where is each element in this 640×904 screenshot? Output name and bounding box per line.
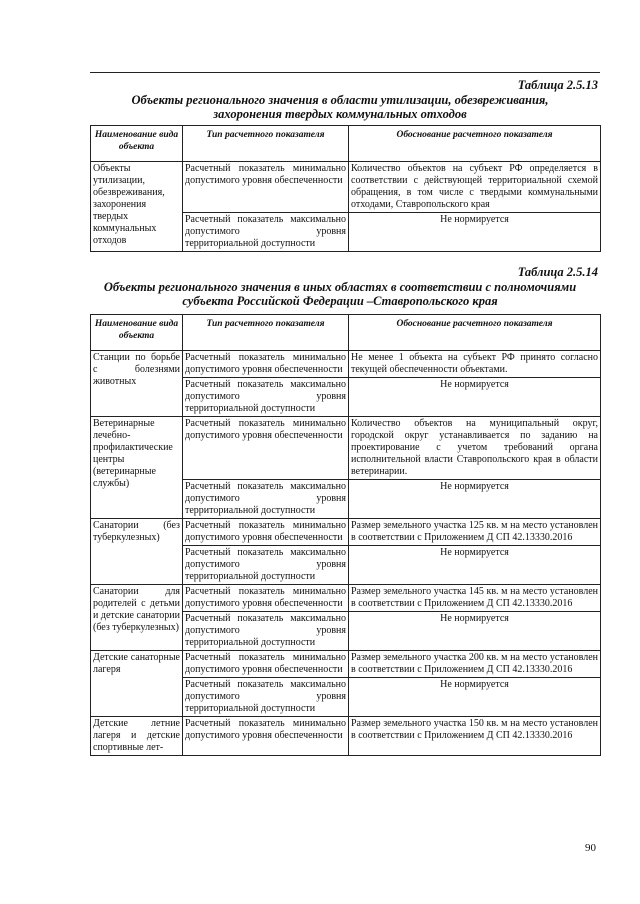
- table-row: [91, 351, 601, 378]
- indicator-basis: Не нормируется: [349, 480, 601, 519]
- table2-header-type: Тип расчетного показателя: [183, 315, 349, 351]
- table1-title-line1: Объекты регионального значения в области утилизации, обезвреживания,: [131, 93, 549, 107]
- table2-title-line1: Объекты регионального значения в иных областях в соответствии с полномочиями: [103, 280, 577, 294]
- indicator-basis: Размер земельного участка 200 кв. м на место установлен в соответствии с Приложением Д СП 42.13330.2016: [349, 651, 601, 678]
- table1-header-basis: Обоснование расчетного показателя: [349, 126, 601, 162]
- table2-header-object: Наименование вида объекта: [91, 315, 183, 351]
- table1: [90, 125, 601, 252]
- indicator-basis: Не нормируется: [349, 546, 601, 585]
- table2-title: [80, 280, 600, 308]
- indicator-type: Расчетный показатель минимально допустимого уровня обеспеченности: [183, 519, 349, 546]
- indicator-basis: Не нормируется: [349, 213, 601, 252]
- indicator-basis: Размер земельного участка 125 кв. м на место установлен в соответствии с Приложением Д СП 42.13330.2016: [349, 519, 601, 546]
- object-name: Детские санаторные лагеря: [91, 651, 183, 717]
- object-name: Станции по борьбе с болезнями животных: [91, 351, 183, 417]
- object-name: Детские летние лагеря и детские спортивные лет-: [91, 717, 183, 756]
- indicator-basis: Размер земельного участка 150 кв. м на место установлен в соответствии с Приложением Д СП 42.13330.2016: [349, 717, 601, 756]
- indicator-basis: Не менее 1 объекта на субъект РФ принято согласно текущей обеспеченности объектами.: [349, 351, 601, 378]
- object-name: Объекты утилизации, обезвреживания, захоронения твердых коммунальных отходов: [91, 162, 183, 252]
- table-row: [91, 519, 601, 546]
- indicator-basis: Количество объектов на субъект РФ определяется в соответствии с действующей территориальной схемой обращения, в том числе с твердыми коммунальными отходами, Ставропольского края: [349, 162, 601, 213]
- table2-title-line2: субъекта Российской Федерации –Ставропольского края: [182, 294, 498, 308]
- indicator-type: Расчетный показатель максимально допустимого уровня территориальной доступности: [183, 378, 349, 417]
- object-name: Санатории для родителей с детьми и детские санатории (без туберкулезных): [91, 585, 183, 651]
- indicator-type: Расчетный показатель минимально допустимого уровня обеспеченности: [183, 651, 349, 678]
- table-row: [91, 162, 601, 213]
- table1-title: [80, 93, 600, 121]
- object-name: Ветеринарные лечебно-профилактические центры (ветеринарные службы): [91, 417, 183, 519]
- table1-header-type: Тип расчетного показателя: [183, 126, 349, 162]
- page-number: 90: [585, 842, 596, 854]
- indicator-type: Расчетный показатель максимально допустимого уровня территориальной доступности: [183, 678, 349, 717]
- indicator-type: Расчетный показатель максимально допустимого уровня территориальной доступности: [183, 612, 349, 651]
- table-row: [91, 717, 601, 756]
- indicator-basis: Количество объектов на муниципальный округ, городской округ устанавливается по заданию на проектирование с учетом требований органа исполнительной власти Ставропольского края в области ветеринарии.: [349, 417, 601, 480]
- table2: [90, 314, 601, 756]
- indicator-type: Расчетный показатель максимально допустимого уровня территориальной доступности: [183, 480, 349, 519]
- indicator-type: Расчетный показатель минимально допустимого уровня обеспеченности: [183, 351, 349, 378]
- header-rule: [90, 72, 600, 73]
- indicator-basis: Не нормируется: [349, 678, 601, 717]
- table2-header-row: [91, 315, 601, 351]
- table1-header-object: Наименование вида объекта: [91, 126, 183, 162]
- indicator-type: Расчетный показатель минимально допустимого уровня обеспеченности: [183, 417, 349, 480]
- table2-label: Таблица 2.5.14: [517, 265, 598, 279]
- indicator-type: Расчетный показатель максимально допустимого уровня территориальной доступности: [183, 546, 349, 585]
- table2-header-basis: Обоснование расчетного показателя: [349, 315, 601, 351]
- indicator-type: Расчетный показатель минимально допустимого уровня обеспеченности: [183, 717, 349, 756]
- table-row: [91, 417, 601, 480]
- table-row: [91, 651, 601, 678]
- indicator-basis: Не нормируется: [349, 612, 601, 651]
- indicator-basis: Не нормируется: [349, 378, 601, 417]
- indicator-type: Расчетный показатель максимально допустимого уровня территориальной доступности: [183, 213, 349, 252]
- table1-title-line2: захоронения твердых коммунальных отходов: [213, 107, 467, 121]
- table-row: [91, 585, 601, 612]
- indicator-type: Расчетный показатель минимально допустимого уровня обеспеченности: [183, 585, 349, 612]
- table1-label: Таблица 2.5.13: [517, 78, 598, 92]
- table1-header-row: [91, 126, 601, 162]
- indicator-basis: Размер земельного участка 145 кв. м на место установлен в соответствии с Приложением Д СП 42.13330.2016: [349, 585, 601, 612]
- indicator-type: Расчетный показатель минимально допустимого уровня обеспеченности: [183, 162, 349, 213]
- object-name: Санатории (без туберкулезных): [91, 519, 183, 585]
